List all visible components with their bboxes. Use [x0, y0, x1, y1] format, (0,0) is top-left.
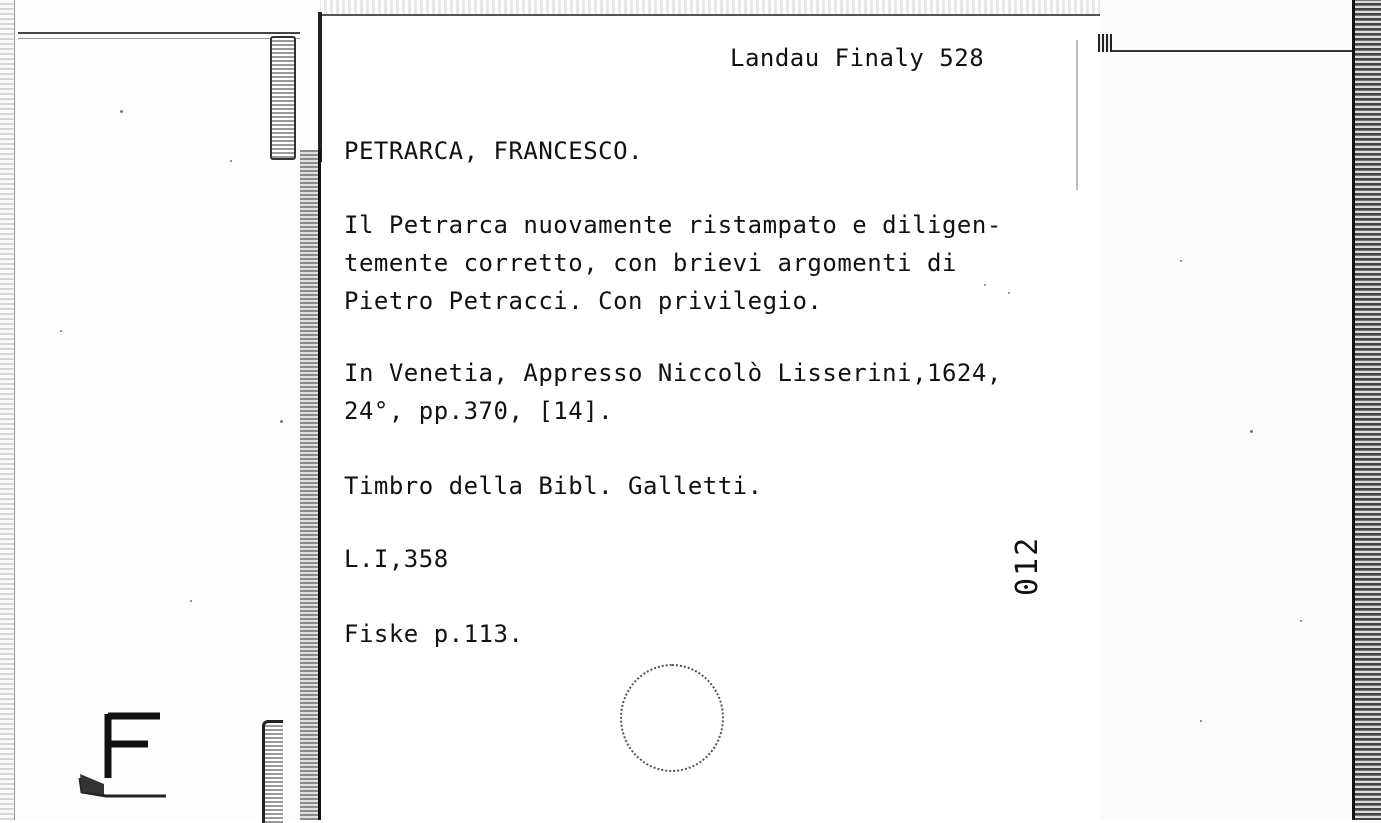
scan-speck: [1200, 720, 1202, 722]
author-heading: PETRARCA, FRANCESCO.: [344, 137, 643, 165]
scan-speck: [1180, 260, 1182, 262]
shelfmark: Landau Finaly 528: [730, 44, 985, 72]
previous-card-tab: [270, 36, 296, 160]
title-line: temente corretto, con brievi argomenti di: [344, 249, 957, 277]
handwritten-letter-f: [76, 708, 172, 804]
scan-speck: [280, 420, 283, 423]
bibliographic-reference: Fiske p.113.: [344, 620, 524, 648]
catalogue-number: 012: [1010, 535, 1045, 596]
scan-speck: [1300, 620, 1302, 622]
catalogue-card-top-edge: [322, 14, 1100, 16]
next-card-mark: [1098, 34, 1112, 52]
card-divider: [300, 150, 321, 820]
scan-speck: [230, 160, 232, 162]
title-line: Il Petrarca nuovamente ristampato e diligen-: [344, 211, 1002, 239]
library-stamp-circle: [620, 664, 724, 772]
previous-card-top-rule: [18, 32, 300, 34]
scan-speck: [60, 330, 62, 332]
previous-card-top-rule-secondary: [18, 38, 300, 39]
catalogue-card-margin-line: [1076, 40, 1078, 190]
title-line: Pietro Petracci. Con privilegio.: [344, 287, 823, 315]
scan-speck: [984, 284, 986, 286]
next-card: [1100, 0, 1352, 820]
imprint-line: In Venetia, Appresso Niccolò Lisserini,1624,: [344, 359, 1002, 387]
scan-speck: [1008, 292, 1010, 294]
next-card-top-rule: [1112, 50, 1352, 52]
scan-speck: [1250, 430, 1253, 433]
provenance-note: Timbro della Bibl. Galletti.: [344, 472, 763, 500]
imprint-line: 24°, pp.370, [14].: [344, 397, 614, 425]
scan-speck: [120, 110, 123, 113]
scan-speck: [190, 600, 192, 602]
card-stack-edge-right: [1352, 0, 1381, 820]
previous-card-bottom-tab: [262, 720, 283, 823]
card-stack-edge-left: [0, 0, 15, 820]
bibliographic-reference: L.I,358: [344, 545, 449, 573]
